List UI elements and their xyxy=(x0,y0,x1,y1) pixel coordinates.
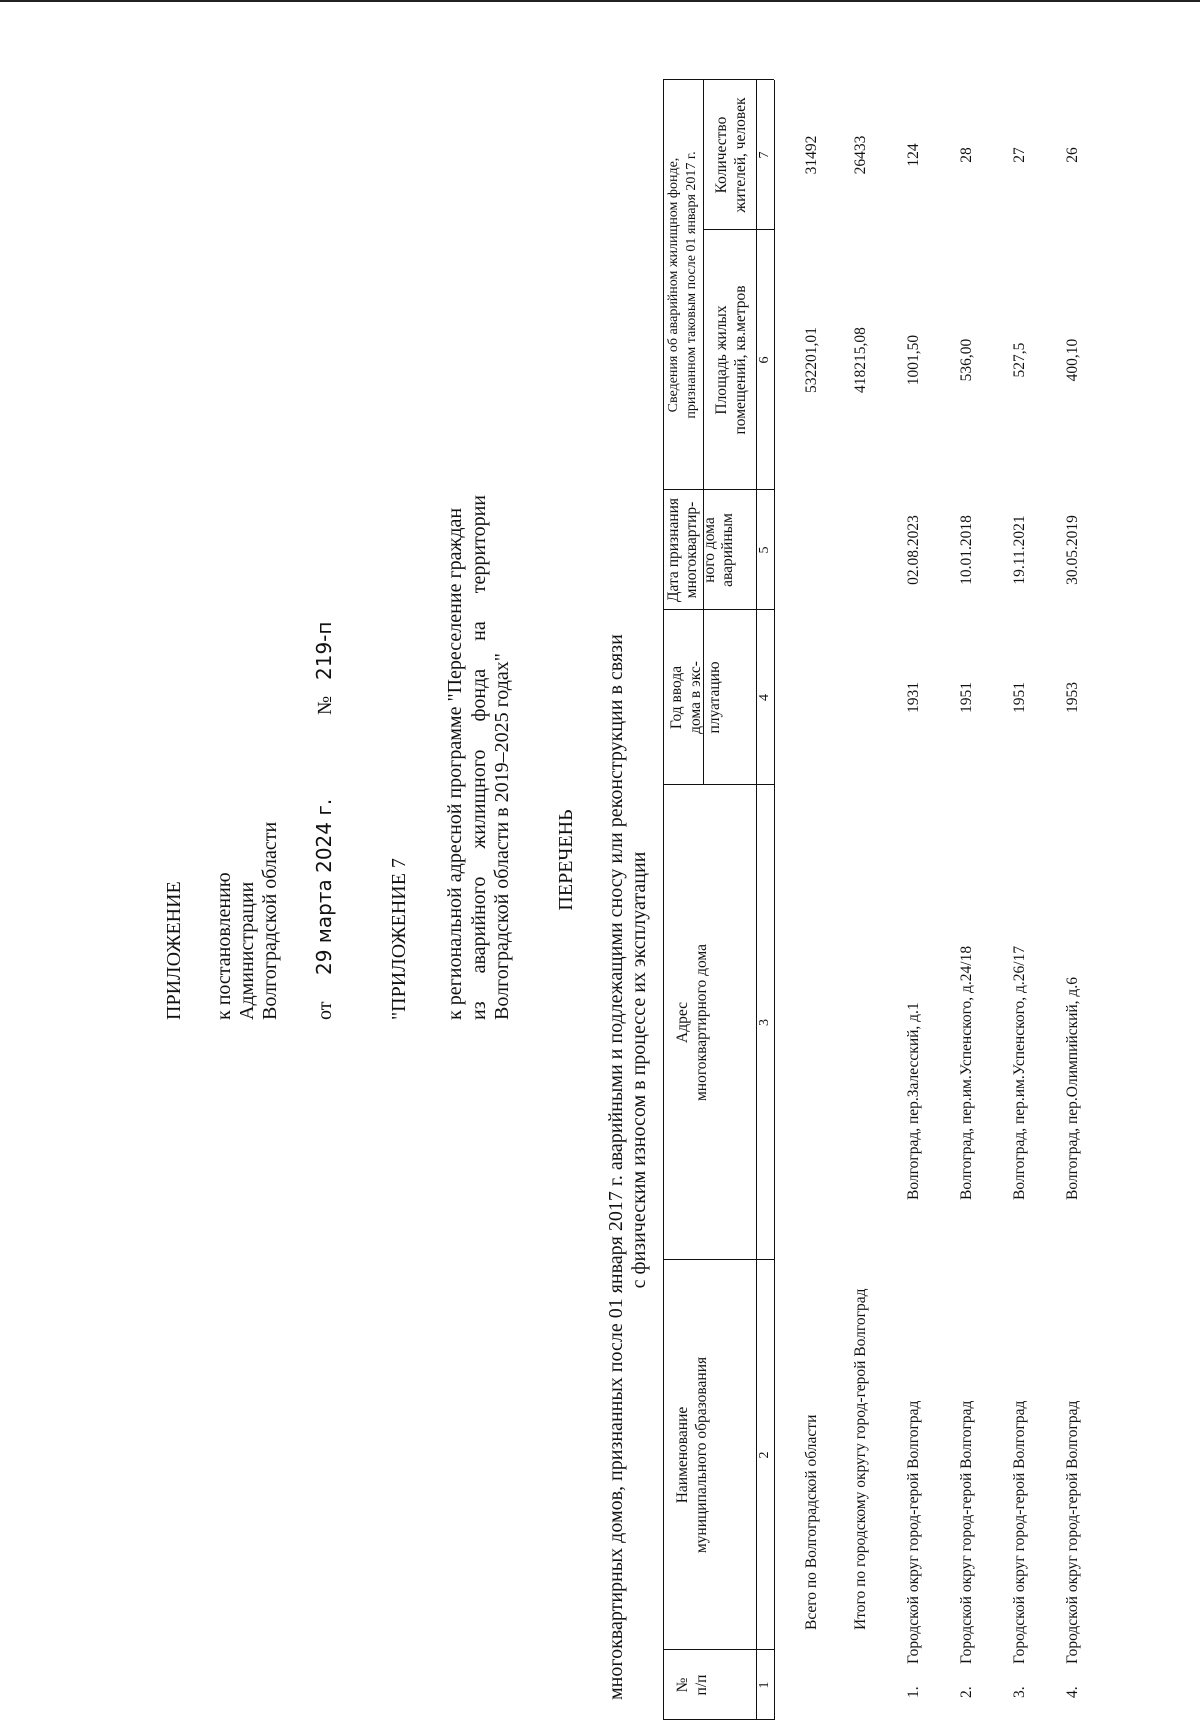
header-year-line3: плуатацию xyxy=(706,661,723,734)
row-residents: 28 xyxy=(958,147,975,163)
appendix-from-label: от xyxy=(314,1001,336,1020)
total-city-area: 418215,08 xyxy=(852,327,869,393)
row-date: 19.11.2021 xyxy=(1011,515,1028,585)
header-date-line3: ного дома xyxy=(701,517,718,583)
header-num xyxy=(673,1650,711,1720)
colnum-5: 5 xyxy=(757,546,772,554)
row-address: Волгоград, пер.Олимпийский, д.6 xyxy=(1064,977,1081,1200)
header-area-line1: Площадь жилых xyxy=(713,305,730,415)
row-area: 400,10 xyxy=(1064,338,1081,382)
header-date-line4: аварийным xyxy=(719,513,736,587)
header-date-line1: Дата признания xyxy=(665,497,682,603)
appendix7-line2: из аварийного жилищного фонда на территории xyxy=(468,495,490,1020)
colnum-7: 7 xyxy=(757,151,772,159)
row-year: 1951 xyxy=(958,682,975,713)
row-year: 1951 xyxy=(1011,682,1028,713)
row-area: 527,5 xyxy=(1011,342,1028,378)
list-title: ПЕРЕЧЕНЬ xyxy=(555,809,577,911)
row-area: 536,00 xyxy=(958,338,975,382)
list-subtitle-line2: с физическим износом в процессе их эксплуатации xyxy=(628,851,650,1289)
total-region-label: Всего по Волгоградской области xyxy=(803,1414,820,1630)
header-num-line1: № xyxy=(674,1677,691,1693)
appendix-title: ПРИЛОЖЕНИЕ xyxy=(163,881,185,1020)
header-municipality-line2: муниципального образования xyxy=(693,1356,710,1554)
header-residents-line1: Количество xyxy=(713,116,730,194)
row-municipality: Городской округ город-герой Волгоград xyxy=(1064,1400,1081,1664)
row-year: 1953 xyxy=(1064,682,1081,713)
header-date-line2: многоквартир- xyxy=(683,501,700,599)
header-municipality-line1: Наименование xyxy=(674,1406,691,1504)
total-region-area: 532201,01 xyxy=(803,327,820,393)
appendix-region: Волгоградской области xyxy=(259,821,281,1020)
colnum-4: 4 xyxy=(757,694,772,701)
row-num: 3. xyxy=(1011,1686,1028,1698)
row-residents: 26 xyxy=(1064,147,1081,163)
row-year: 1931 xyxy=(905,682,922,713)
header-group xyxy=(665,80,701,490)
header-residents-line2: жителей, человек xyxy=(732,97,749,213)
colnum-1: 1 xyxy=(757,1681,772,1689)
header-date xyxy=(665,490,737,610)
header-num-line2: п/п xyxy=(693,1674,710,1696)
row-num: 2. xyxy=(958,1686,975,1698)
appendix-date: 29 марта 2024 г. xyxy=(312,798,336,975)
colnum-6: 6 xyxy=(757,356,772,364)
header-municipality xyxy=(673,1260,711,1650)
header-year-line1: Год ввода xyxy=(668,665,685,730)
total-city-residents: 26433 xyxy=(852,135,869,175)
row-num: 4. xyxy=(1064,1686,1081,1698)
appendix7-line1: к региональной адресной программе "Переселение граждан xyxy=(444,507,466,1020)
colnum-3: 3 xyxy=(757,1019,772,1026)
header-year-line2: дома в экс- xyxy=(687,661,704,734)
appendix-number: 219-п xyxy=(312,621,336,680)
row-municipality: Городской округ город-герой Волгоград xyxy=(905,1400,922,1664)
header-address xyxy=(673,785,711,1260)
total-city-label: Итого по городскому округу город-герой Волгоград xyxy=(852,1288,869,1630)
appendix7-line3: Волгоградской области в 2019–2025 годах" xyxy=(491,653,513,1020)
row-address: Волгоград, пер.им.Успенского, д.24/18 xyxy=(958,945,975,1200)
table-top-border xyxy=(663,80,664,1720)
appendix-to-resolution: к постановлению xyxy=(213,872,235,1020)
header-year xyxy=(667,610,724,785)
row-address: Волгоград, пер.им.Успенского, д.26/17 xyxy=(1011,945,1028,1200)
appendix7-title: "ПРИЛОЖЕНИЕ 7 xyxy=(388,858,410,1020)
header-residents xyxy=(712,80,750,230)
header-area-line2: помещений, кв.метров xyxy=(732,285,749,435)
list-subtitle-line1: многоквартирных домов, признанных после 01 января 2017 г. аварийными и подлежащими сносу или реконструкции в связи xyxy=(605,634,627,1700)
colnum-2: 2 xyxy=(757,1451,772,1459)
table-colnum-bottom-line xyxy=(774,80,775,1720)
header-area xyxy=(712,230,750,490)
row-date: 10.01.2018 xyxy=(958,515,975,585)
header-address-line2: многоквартирного дома xyxy=(693,943,710,1102)
row-municipality: Городской округ город-герой Волгоград xyxy=(1011,1400,1028,1664)
total-region-residents: 31492 xyxy=(803,135,820,175)
row-residents: 124 xyxy=(905,143,922,167)
row-date: 30.05.2019 xyxy=(1064,515,1081,585)
row-date: 02.08.2023 xyxy=(905,515,922,585)
row-area: 1001,50 xyxy=(905,334,922,386)
row-address: Волгоград, пер.Залесский, д.1 xyxy=(905,1002,922,1200)
row-residents: 27 xyxy=(1011,147,1028,163)
row-num: 1. xyxy=(905,1686,922,1698)
appendix-number-label: № xyxy=(314,695,336,715)
header-address-line1: Адрес xyxy=(674,1002,691,1043)
row-municipality: Городской округ город-герой Волгоград xyxy=(958,1400,975,1664)
header-group-line2: признанном таковым после 01 января 2017 г. xyxy=(684,151,699,419)
header-group-line1: Сведения об аварийном жилищном фонде, xyxy=(666,157,681,413)
appendix-administration: Администрации xyxy=(236,881,258,1020)
